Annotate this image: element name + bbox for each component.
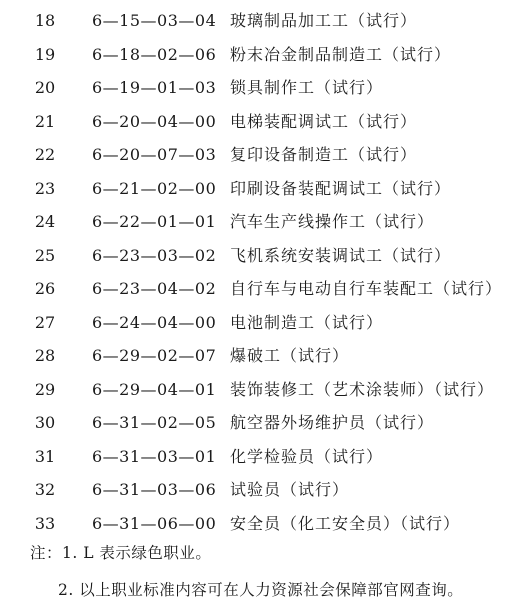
occupation-code: 6—23—03—02 (92, 245, 217, 265)
row-number: 19 (34, 44, 56, 64)
row-number: 25 (34, 245, 56, 265)
table-row (0, 205, 530, 238)
occupation-code: 6—31—06—00 (92, 513, 217, 533)
row-number: 32 (34, 480, 56, 499)
row-number: 22 (34, 145, 56, 164)
occupation-name: 自行车与电动自行车装配工（试行） (230, 279, 503, 298)
occupation-code: 6—18—02—06 (92, 44, 217, 64)
row-number: 27 (34, 312, 56, 332)
occupation-code: 6—31—03—01 (92, 446, 217, 466)
occupation-code: 6—31—03—06 (92, 480, 217, 499)
occupation-code: 6—29—02—07 (92, 346, 217, 365)
row-number: 31 (34, 446, 56, 466)
table-row (0, 272, 530, 305)
table-row (0, 373, 530, 406)
note-line-2: 2. 以上职业标准内容可在人力资源社会保障部官网查询。 (58, 581, 464, 599)
occupation-name: 飞机系统安装调试工（试行） (230, 245, 452, 265)
occupation-name: 化学检验员（试行） (230, 446, 384, 466)
row-number: 23 (34, 178, 56, 198)
table-row (0, 440, 530, 473)
table-row (0, 306, 530, 339)
occupation-code: 6—20—04—00 (92, 111, 217, 131)
table-row (0, 38, 530, 71)
occupation-code: 6—20—07—03 (92, 145, 217, 164)
row-number: 33 (34, 513, 56, 533)
table-row (0, 172, 530, 205)
occupation-name: 爆破工（试行） (230, 346, 350, 365)
occupation-code: 6—21—02—00 (92, 178, 217, 198)
occupation-name: 粉末冶金制品制造工（试行） (230, 44, 452, 64)
note-line-1: 注：1. L 表示绿色职业。 (30, 544, 212, 562)
occupation-name: 印刷设备装配调试工（试行） (230, 178, 452, 198)
occupation-name: 安全员（化工安全员）（试行） (230, 513, 461, 533)
occupation-code: 6—31—02—05 (92, 413, 217, 432)
row-number: 26 (34, 279, 56, 298)
table-row (0, 4, 530, 37)
occupation-name: 汽车生产线操作工（试行） (230, 212, 435, 231)
table-row (0, 473, 530, 506)
occupation-name: 复印设备制造工（试行） (230, 145, 418, 164)
row-number: 20 (34, 78, 56, 97)
row-number: 28 (34, 346, 56, 365)
occupation-name: 锁具制作工（试行） (230, 78, 384, 97)
table-row (0, 105, 530, 138)
occupation-name: 装饰装修工（艺术涂装师）（试行） (230, 379, 495, 399)
occupation-code: 6—29—04—01 (92, 379, 217, 399)
table-row (0, 71, 530, 104)
occupation-name: 玻璃制品加工工（试行） (230, 11, 418, 30)
occupation-code: 6—23—04—02 (92, 279, 217, 298)
occupation-code: 6—19—01—03 (92, 78, 217, 97)
table-row (0, 406, 530, 439)
row-number: 18 (34, 11, 56, 30)
table-row (0, 507, 530, 540)
table-row (0, 339, 530, 372)
occupation-code: 6—15—03—04 (92, 11, 217, 30)
row-number: 21 (34, 111, 56, 131)
table-row (0, 138, 530, 171)
occupation-code: 6—22—01—01 (92, 212, 217, 231)
occupation-code: 6—24—04—00 (92, 312, 217, 332)
row-number: 24 (34, 212, 56, 231)
table-row (0, 239, 530, 272)
row-number: 29 (34, 379, 56, 399)
occupation-name: 电梯装配调试工（试行） (230, 111, 418, 131)
occupation-name: 试验员（试行） (230, 480, 350, 499)
occupation-name: 航空器外场维护员（试行） (230, 413, 435, 432)
row-number: 30 (34, 413, 56, 432)
occupation-name: 电池制造工（试行） (230, 312, 384, 332)
